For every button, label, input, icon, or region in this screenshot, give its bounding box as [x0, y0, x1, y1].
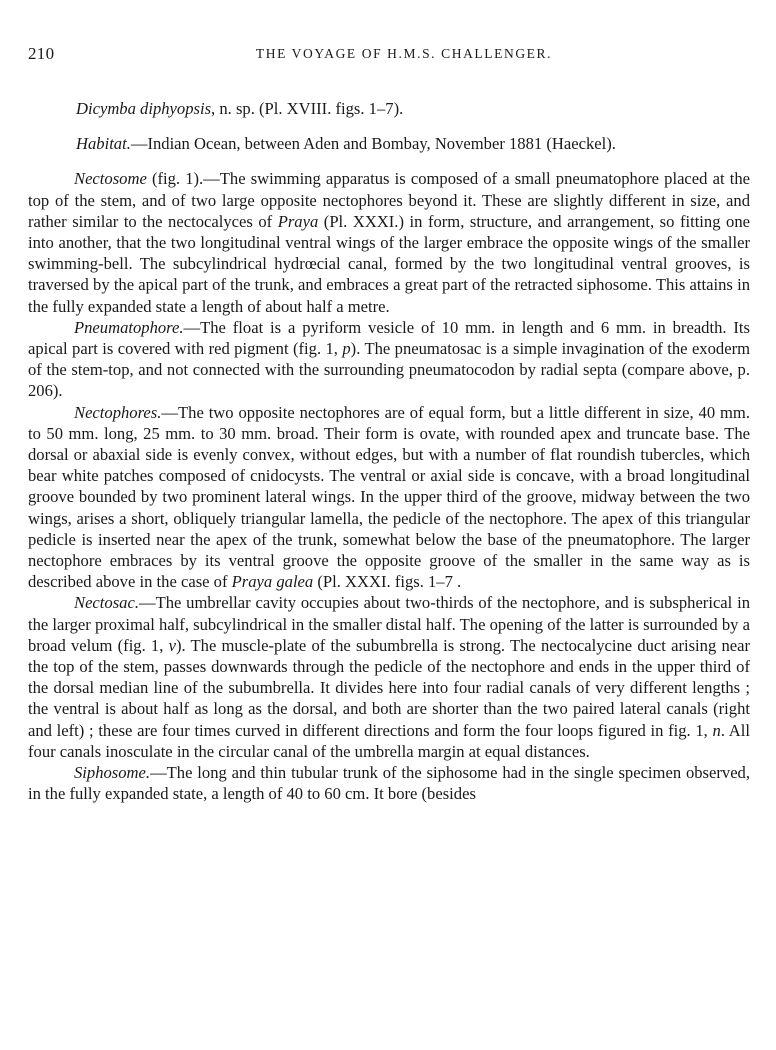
heading-pneumatophore: Pneumatophore. [74, 317, 184, 337]
page-number: 210 [28, 44, 55, 63]
pneumatophore-italic-p: p [342, 339, 351, 359]
paragraph-siphosome [28, 762, 750, 804]
heading-nectosac: Nectosac. [74, 593, 139, 613]
species-plate-ref: , n. sp. (Pl. XVIII. figs. 1–7). [211, 99, 404, 118]
nectophores-text: —The two opposite nectophores are of equal form, but a little different in size, 40 mm. to 50 mm. long, 25 mm. to 30 mm. broad. Their form is ovate, with rounded apex and truncate base. The dorsal or abaxial side is evenly convex, without edges, but with a number of flat roundish tubercles, which bear white patches composed of cnidocysts. The ventral or axial side is concave, with a broad longitudinal groove bounded by two prominent lateral wings. In the upper third of the groove, midway between the two wings, arises a short, obliquely triangular lamella, the pedicle of the nectophore. The apex of this triangular pedicle is inserted near the apex of the trunk, somewhat below the base of the pneumatophore. The larger nectophore embraces by its ventral groove the opposite groove of the smaller in the same way as is described above in the case of [28, 402, 750, 592]
habitat-text: —Indian Ocean, between Aden and Bombay, November 1881 (Haeckel). [130, 134, 616, 154]
nectosome-italic-praya: Praya [277, 211, 319, 231]
paragraph-nectosac [28, 592, 750, 762]
siphosome-text: —The long and thin tubular trunk of the siphosome had in the single specimen observed, in the fully expanded state, a length of 40 to 60 cm. It bore (besides [28, 763, 750, 804]
paragraph-nectophores [28, 402, 750, 593]
nectosac-italic-v: v [168, 635, 176, 655]
nectosome-text: (fig. 1).—The swimming apparatus is composed of a small pneumatophore placed at the top of the stem, and of two large opposite nectophores beyond it. These are slightly different in size, and rather similar to the nectocalyces of [28, 169, 750, 231]
nectosac-italic-n: n [712, 720, 721, 740]
habitat-line [28, 133, 750, 154]
page-body [28, 98, 750, 805]
nectosac-text-2: ). The muscle-plate of the subumbrella is strong. The nectocalycine duct arising near the top of the stem, passes downwards through the pedicle of the nectophore and ends in the upper third of the dorsal median line of the subumbrella. It divides here into four radial canals of very different lengths ; the ventral is about half as long as the dorsal, and both are shorter than the two paired lateral canals (right and left) ; these are four times curved in different directions and form the four loops figured in fig. 1, [28, 635, 751, 740]
paragraph-nectosome [28, 168, 750, 316]
nectophores-italic-praya-galea: Praya galea [231, 572, 314, 592]
nectophores-text-2: (Pl. XXXI. figs. 1–7 . [313, 572, 462, 592]
nectosac-text: —The umbrellar cavity occupies about two-thirds of the nectophore, and is subspherical in the larger proximal half, subcylindrical in the smaller distal half. The opening of the latter is surrounded by a broad velum (fig. 1, [28, 593, 750, 655]
pneumatophore-text: —The float is a pyriform vesicle of 10 mm. in length and 6 mm. in breadth. Its apical part is covered with red pigment (fig. 1, [28, 317, 750, 359]
pneumatophore-text-2: ). The pneumatosac is a simple invagination of the exoderm of the stem-top, and not connected with the surrounding pneumatocodon by radial septa (compare above, p. 206). [28, 339, 750, 401]
habitat-label: Habitat. [76, 134, 131, 154]
page-header [28, 44, 748, 68]
paragraph-pneumatophore [28, 317, 750, 402]
species-title [28, 98, 750, 119]
heading-nectophores: Nectophores. [74, 402, 162, 422]
nectosac-text-3: . All four canals inosculate in the circular canal of the umbrella margin at equal distances. [28, 720, 750, 761]
heading-siphosome: Siphosome. [74, 763, 151, 783]
species-name: Dicymba diphyopsis [76, 99, 212, 118]
heading-nectosome: Nectosome [74, 169, 147, 189]
running-head: THE VOYAGE OF H.M.S. CHALLENGER. [255, 46, 553, 61]
nectosome-text-2: (Pl. XXXI.) in form, structure, and arrangement, so fitting one into another, that the two longitudinal ventral wings of the larger embrace the opposite wings of the smaller swimming-bell. The subcylindrical hydrœcial canal, formed by the two longitudinal ventral grooves, is traversed by the apical part of the trunk, and embraces a great part of the retracted siphosome. This attains in the fully expanded state a length of about half a metre. [28, 211, 750, 316]
